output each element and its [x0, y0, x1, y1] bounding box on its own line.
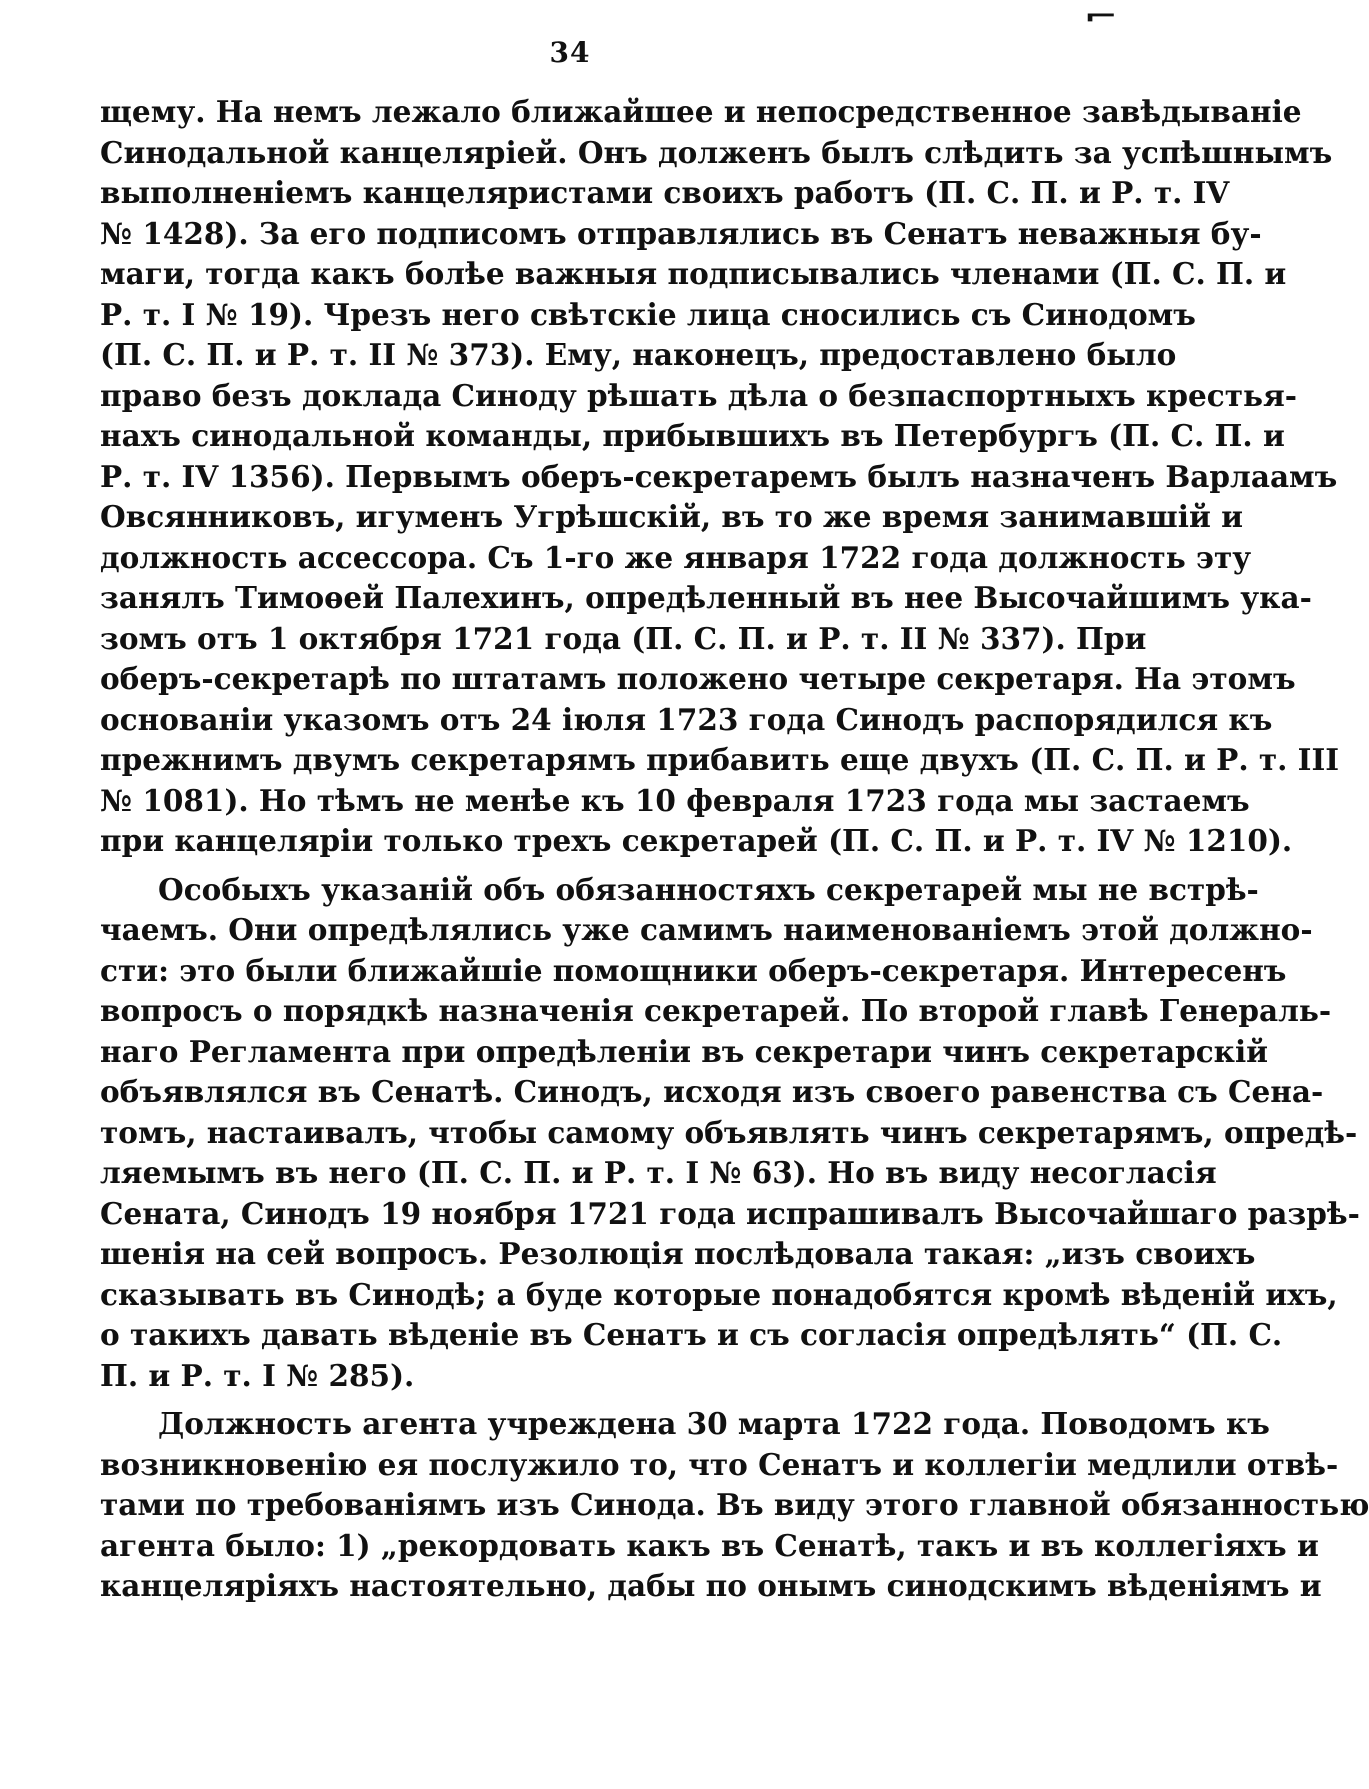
- text-line: щему. На немъ лежало ближайшее и непосредственное завѣдываніе: [100, 94, 1302, 129]
- paragraph: [100, 870, 1360, 1397]
- paragraph: [100, 92, 1340, 862]
- text-line: тами по требованіямъ изъ Синода. Въ виду этого главной обязанностью: [100, 1487, 1369, 1522]
- text-line: агента было: 1) „рекордовать какъ въ Сенатѣ, такъ и въ коллегіяхъ и: [100, 1527, 1319, 1563]
- corner-ornament: ⌐: [1083, 2, 1119, 32]
- text-line: занялъ Тимоѳей Палехинъ, опредѣленный въ нее Высочайшимъ ука-: [100, 580, 1312, 615]
- paragraph: [100, 1404, 1369, 1607]
- text-line: томъ, настаивалъ, чтобы самому объявлять чинъ секретарямъ, опредѣ-: [100, 1114, 1358, 1150]
- text-line: при канцеляріи только трехъ секретарей (П. С. П. и Р. т. IV № 1210).: [100, 823, 1293, 858]
- text-line: основаніи указомъ отъ 24 іюля 1723 года Синодъ распорядился къ: [100, 701, 1273, 737]
- text-line: П. и Р. т. I № 285).: [100, 1357, 415, 1393]
- text-line: выполненіемъ канцеляристами своихъ работъ (П. С. П. и Р. т. IV: [100, 175, 1230, 210]
- text-line: должность ассессора. Съ 1-го же января 1722 года должность эту: [100, 539, 1252, 575]
- text-line: Р. т. I № 19). Чрезъ него свѣтскіе лица сносились съ Синодомъ: [100, 296, 1196, 332]
- body-text: [100, 92, 1369, 1607]
- text-line: ляемымъ въ него (П. С. П. и Р. т. I № 63). Но въ виду несогласія: [100, 1155, 1217, 1190]
- text-line: сказывать въ Синодѣ; а буде которые понадобятся кромѣ вѣденій ихъ,: [100, 1276, 1338, 1312]
- text-line: Синодальной канцеляріей. Онъ долженъ былъ слѣдить за успѣшнымъ: [100, 134, 1333, 170]
- text-line: Должность агента учреждена 30 марта 1722 года. Поводомъ къ: [158, 1406, 1270, 1441]
- text-line: сти: это были ближайшіе помощники оберъ-секретаря. Интересенъ: [100, 952, 1287, 988]
- text-line: о такихъ давать вѣденіе въ Сенатъ и съ согласія опредѣлять“ (П. С.: [100, 1317, 1283, 1352]
- text-line: маги, тогда какъ болѣе важныя подписывались членами (П. С. П. и: [100, 256, 1287, 291]
- text-line: зомъ отъ 1 октября 1721 года (П. С. П. и Р. т. II № 337). При: [100, 620, 1147, 656]
- text-line: (П. С. П. и Р. т. II № 373). Ему, наконецъ, предоставлено было: [100, 337, 1177, 372]
- text-line: чаемъ. Они опредѣлялись уже самимъ наименованіемъ этой должно-: [100, 912, 1313, 947]
- paragraph-gap: [100, 862, 1047, 870]
- page-number: 34: [549, 36, 591, 69]
- text-line: возникновенію ея послужило то, что Сенатъ и коллегіи медлили отвѣ-: [100, 1446, 1339, 1482]
- text-line: № 1081). Но тѣмъ не менѣе къ 10 февраля 1723 года мы застаемъ: [100, 782, 1250, 818]
- text-line: Сената, Синодъ 19 ноября 1721 года испрашивалъ Высочайшаго разрѣ-: [100, 1195, 1360, 1231]
- text-line: вопросъ о порядкѣ назначенія секретарей. По второй главѣ Генераль-: [100, 993, 1332, 1028]
- text-line: Особыхъ указаній объ обязанностяхъ секретарей мы не встрѣ-: [158, 871, 1259, 907]
- text-line: право безъ доклада Синоду рѣшать дѣла о безпаспортныхъ крестья-: [100, 377, 1298, 413]
- text-line: прежнимъ двумъ секретарямъ прибавить еще двухъ (П. С. П. и Р. т. III: [100, 742, 1340, 777]
- text-line: канцеляріяхъ настоятельно, дабы по онымъ синодскимъ вѣденіямъ и: [100, 1568, 1322, 1603]
- text-line: объявлялся въ Сенатѣ. Синодъ, исходя изъ своего равенства съ Сена-: [100, 1074, 1324, 1109]
- text-line: шенія на сей вопросъ. Резолюція послѣдовала такая: „изъ своихъ: [100, 1236, 1256, 1271]
- text-line: Овсянниковъ, игуменъ Угрѣшскій, въ то же время занимавшій и: [100, 499, 1243, 534]
- text-line: нахъ синодальной команды, прибывшихъ въ Петербургъ (П. С. П. и: [100, 418, 1285, 453]
- text-line: оберъ-секретарѣ по штатамъ положено четыре секретаря. На этомъ: [100, 661, 1296, 696]
- text-line: Р. т. IV 1356). Первымъ оберъ-секретаремъ былъ назначенъ Варлаамъ: [100, 458, 1338, 494]
- paragraph-gap: [100, 1396, 1047, 1404]
- text-line: наго Регламента при опредѣленіи въ секретари чинъ секретарскій: [100, 1033, 1269, 1069]
- text-line: № 1428). За его подписомъ отправлялись въ Сенатъ неважныя бу-: [100, 215, 1262, 251]
